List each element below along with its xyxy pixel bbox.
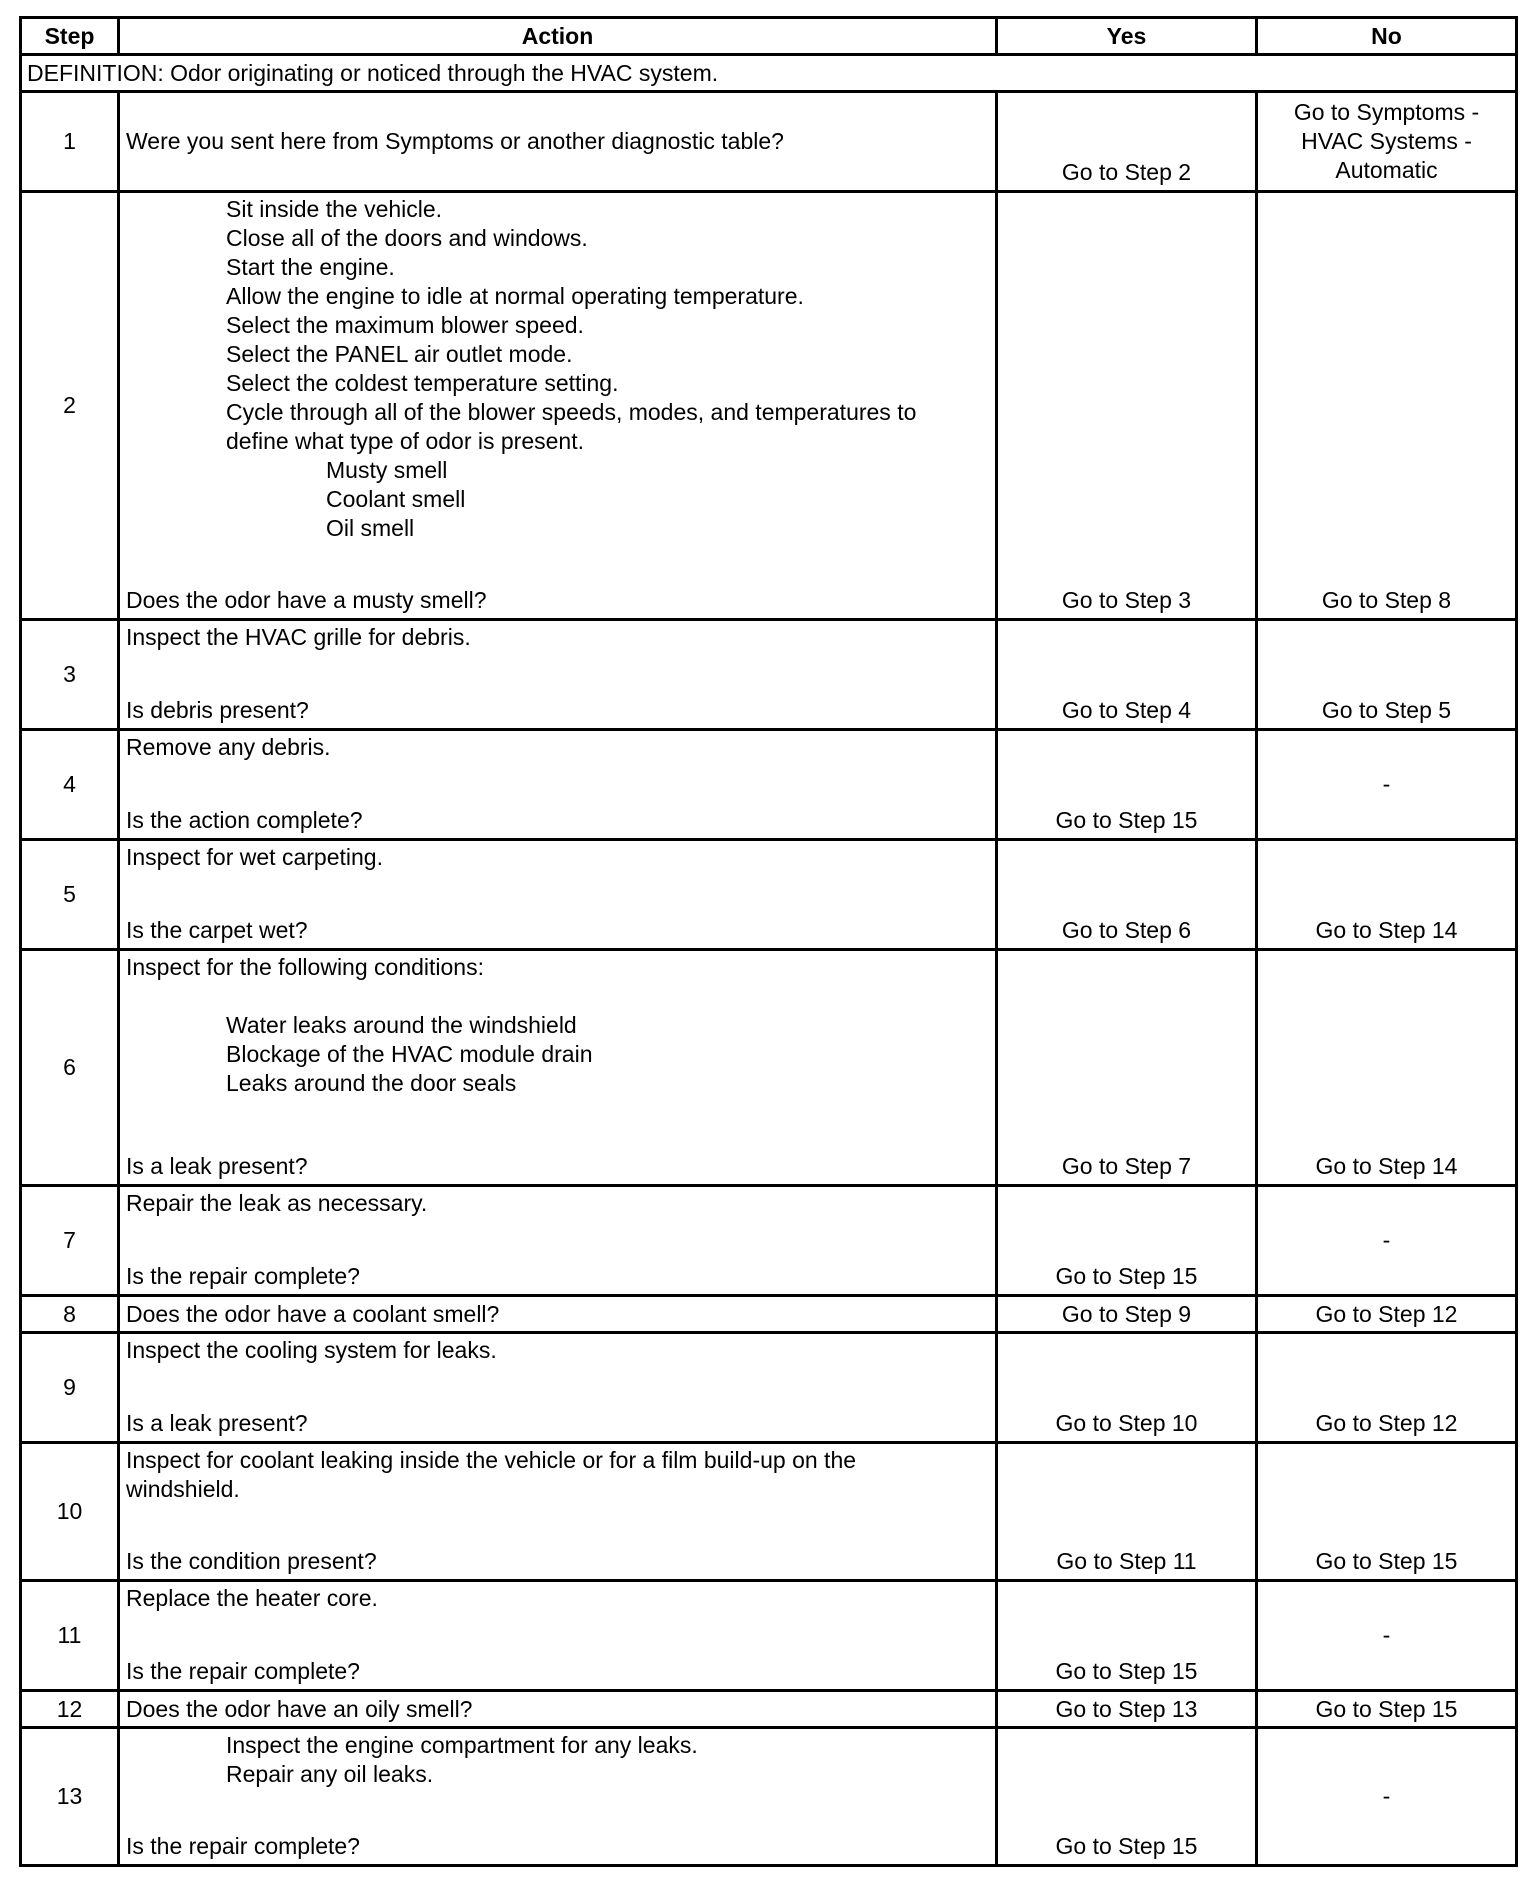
yes-cell: Go to Step 11: [997, 1443, 1257, 1581]
step-number: 8: [21, 1296, 119, 1333]
action-cell: [119, 950, 997, 1186]
action-instruction: Cycle through all of the blower speeds, modes, and temperatures to: [226, 399, 917, 425]
yes-cell: Go to Step 13: [997, 1691, 1257, 1728]
yes-cell: Go to Step 7: [997, 950, 1257, 1186]
table-row: [21, 1186, 1517, 1296]
no-cell: [1257, 92, 1517, 192]
action-instruction: Inspect the HVAC grille for debris.: [126, 624, 471, 650]
step-number: 1: [21, 92, 119, 192]
action-instruction: Inspect for coolant leaking inside the vehicle or for a film build-up on the: [126, 1447, 857, 1473]
action-instruction: Select the coldest temperature setting.: [226, 370, 619, 396]
no-cell: -: [1257, 1581, 1517, 1691]
action-question: Is the repair complete?: [126, 1263, 360, 1289]
yes-cell: Go to Step 10: [997, 1333, 1257, 1443]
table-row: [21, 730, 1517, 840]
action-instruction: Repair the leak as necessary.: [126, 1190, 428, 1216]
no-cell: Go to Step 15: [1257, 1691, 1517, 1728]
step-number: 7: [21, 1186, 119, 1296]
table-row: [21, 1581, 1517, 1691]
action-instruction: Select the PANEL air outlet mode.: [226, 341, 573, 367]
action-instruction: Close all of the doors and windows.: [226, 225, 588, 251]
step-number: 9: [21, 1333, 119, 1443]
step-number: 4: [21, 730, 119, 840]
definition-row: [21, 55, 1517, 92]
action-question: Is the action complete?: [126, 807, 363, 833]
yes-cell: Go to Step 15: [997, 1728, 1257, 1866]
yes-cell: Go to Step 15: [997, 1186, 1257, 1296]
action-sub-item: Leaks around the door seals: [226, 1070, 517, 1096]
table-row: [21, 1296, 1517, 1333]
action-question: Does the odor have a musty smell?: [126, 587, 487, 613]
action-question: Does the odor have a coolant smell?: [119, 1296, 997, 1333]
header-no: No: [1257, 18, 1517, 55]
table-row: [21, 1691, 1517, 1728]
action-instruction: Sit inside the vehicle.: [226, 196, 443, 222]
action-cell: [119, 730, 997, 840]
line-spacer: [126, 982, 989, 1011]
header-row: [21, 18, 1517, 55]
no-line: Automatic: [1335, 157, 1438, 183]
action-instruction: Inspect the cooling system for leaks.: [126, 1337, 497, 1363]
definition-text: DEFINITION: Odor originating or noticed through the HVAC system.: [21, 55, 1517, 92]
action-question: Were you sent here from Symptoms or another diagnostic table?: [126, 127, 784, 154]
no-line: Go to Symptoms -: [1293, 99, 1480, 125]
header-action: Action: [119, 18, 997, 55]
no-cell: Go to Step 14: [1257, 840, 1517, 950]
action-cell: [119, 620, 997, 730]
action-cell: [119, 92, 997, 192]
action-instruction: Inspect for the following conditions:: [126, 954, 484, 980]
action-instruction: Repair any oil leaks.: [226, 1761, 434, 1787]
action-question: Is a leak present?: [126, 1410, 308, 1436]
step-number: 2: [21, 192, 119, 620]
no-cell: Go to Step 5: [1257, 620, 1517, 730]
step-number: 11: [21, 1581, 119, 1691]
diagnostic-table: [19, 16, 1518, 1867]
action-cell: [119, 192, 997, 620]
step-number: 13: [21, 1728, 119, 1866]
action-question: Is a leak present?: [126, 1153, 308, 1179]
action-sub-item: Oil smell: [326, 515, 415, 541]
action-cell: [119, 1581, 997, 1691]
action-sub-item: Coolant smell: [326, 486, 466, 512]
yes-cell: Go to Step 2: [997, 92, 1257, 192]
no-cell: Go to Step 8: [1257, 192, 1517, 620]
action-question: Is the repair complete?: [126, 1833, 360, 1859]
table-row: [21, 840, 1517, 950]
step-number: 10: [21, 1443, 119, 1581]
no-line: HVAC Systems -: [1301, 128, 1472, 154]
action-instruction: windshield.: [126, 1476, 240, 1502]
no-cell: Go to Step 12: [1257, 1333, 1517, 1443]
action-question: Does the odor have an oily smell?: [119, 1691, 997, 1728]
table-row: [21, 1728, 1517, 1866]
action-cell: [119, 1186, 997, 1296]
no-cell: Go to Step 14: [1257, 950, 1517, 1186]
table-row: [21, 192, 1517, 620]
action-instruction: Start the engine.: [226, 254, 395, 280]
action-instruction: Replace the heater core.: [126, 1585, 378, 1611]
no-cell: Go to Step 12: [1257, 1296, 1517, 1333]
step-number: 12: [21, 1691, 119, 1728]
no-cell: -: [1257, 730, 1517, 840]
action-cell: [119, 1443, 997, 1581]
yes-cell: Go to Step 6: [997, 840, 1257, 950]
action-instruction: Allow the engine to idle at normal operating temperature.: [226, 283, 804, 309]
action-cell: [119, 1728, 997, 1866]
no-cell: -: [1257, 1728, 1517, 1866]
step-number: 5: [21, 840, 119, 950]
action-question: Is the carpet wet?: [126, 917, 308, 943]
action-cell: [119, 1333, 997, 1443]
yes-cell: Go to Step 9: [997, 1296, 1257, 1333]
table-row: [21, 92, 1517, 192]
action-sub-item: Water leaks around the windshield: [226, 1012, 577, 1038]
table-row: [21, 1333, 1517, 1443]
table-row: [21, 1443, 1517, 1581]
yes-cell: Go to Step 15: [997, 1581, 1257, 1691]
action-sub-item: Blockage of the HVAC module drain: [226, 1041, 593, 1067]
action-question: Is the condition present?: [126, 1548, 377, 1574]
action-question: Is debris present?: [126, 697, 309, 723]
action-question: Is the repair complete?: [126, 1658, 360, 1684]
step-number: 6: [21, 950, 119, 1186]
no-cell: Go to Step 15: [1257, 1443, 1517, 1581]
yes-cell: Go to Step 3: [997, 192, 1257, 620]
action-instruction: Inspect the engine compartment for any leaks.: [226, 1732, 698, 1758]
yes-cell: Go to Step 15: [997, 730, 1257, 840]
table-row: [21, 950, 1517, 1186]
action-sub-item: Musty smell: [326, 457, 448, 483]
action-instruction: Select the maximum blower speed.: [226, 312, 584, 338]
yes-cell: Go to Step 4: [997, 620, 1257, 730]
no-cell: -: [1257, 1186, 1517, 1296]
header-step: Step: [21, 18, 119, 55]
table-row: [21, 620, 1517, 730]
action-instruction: Remove any debris.: [126, 734, 331, 760]
step-number: 3: [21, 620, 119, 730]
action-cell: [119, 840, 997, 950]
action-instruction: define what type of odor is present.: [226, 428, 584, 454]
action-instruction: Inspect for wet carpeting.: [126, 844, 383, 870]
header-yes: Yes: [997, 18, 1257, 55]
